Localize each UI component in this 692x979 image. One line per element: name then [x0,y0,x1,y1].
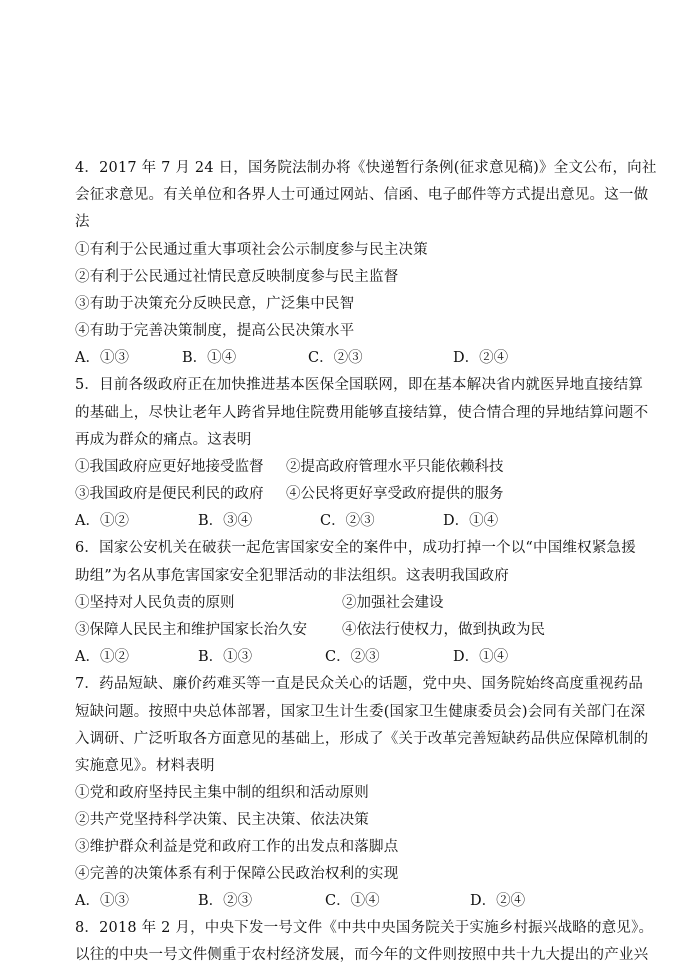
question-6-stem-line-1: 6．国家公安机关在破获一起危害国家安全的案件中，成功打掉一个以“中国维权紧急援 [75,540,636,556]
question-6-item-3: ③保障人民民主和维护国家长治久安 [75,622,307,638]
question-5-option-d: D．①④ [443,513,499,529]
question-5-option-a: A．①② [75,513,129,529]
question-4-option-d: D．②④ [453,350,509,366]
question-6-item-1: ①坚持对人民负责的原则 [75,595,235,611]
question-7-stem-line-4: 实施意见》。材料表明 [75,758,215,774]
question-5-stem-line-3: 再成为群众的痛点。这表明 [75,432,252,448]
question-7-option-c: C．①④ [325,893,380,909]
question-7-option-b: B．②③ [198,893,253,909]
question-7-stem-line-3: 入调研、广泛听取各方面意见的基础上，形成了《关于改革完善短缺药品供应保障机制的 [75,731,649,747]
question-7-item-1: ①党和政府坚持民主集中制的组织和活动原则 [75,785,369,801]
question-5-option-c: C．②③ [320,513,375,529]
question-5-item-2: ②提高政府管理水平只能依赖科技 [286,459,504,475]
question-4-item-2: ②有利于公民通过社情民意反映制度参与民主监督 [75,269,399,285]
question-6-option-a: A．①② [75,649,129,665]
question-5-stem-line-1: 5．目前各级政府正在加快推进基本医保全国联网，即在基本解决省内就医异地直接结算 [75,377,644,393]
question-5-item-3: ③我国政府是便民利民的政府 [75,486,264,502]
question-6-option-b: B．①③ [198,649,253,665]
question-5-option-b: B．③④ [198,513,253,529]
question-5-item-1: ①我国政府应更好地接受监督 [75,459,264,475]
question-7-stem-line-1: 7．药品短缺、廉价药难买等一直是民众关心的话题，党中央、国务院始终高度重视药品 [75,676,644,692]
question-6-item-4: ④依法行使权力，做到执政为民 [342,622,545,638]
question-6-option-c: C．②③ [325,649,380,665]
question-6-stem-line-2: 助组”为名从事危害国家安全犯罪活动的非法组织。这表明我国政府 [75,568,509,584]
question-7-stem-line-2: 短缺问题。按照中央总体部署，国家卫生计生委(国家卫生健康委员会)会同有关部门在深 [75,704,646,720]
question-4-option-c: C．②③ [308,350,363,366]
question-8-stem-line-1: 8．2018 年 2 月，中央下发一号文件《中共中央国务院关于实施乡村振兴战略的意见》。 [75,920,654,936]
question-5-item-4: ④公民将更好享受政府提供的服务 [286,486,504,502]
question-5-stem-line-2: 的基础上，尽快让老年人跨省异地住院费用能够直接结算，使合情合理的异地结算问题不 [75,405,649,421]
question-6-item-2: ②加强社会建设 [342,595,444,611]
question-4-option-b: B．①④ [182,350,237,366]
question-7-option-a: A．①③ [75,893,129,909]
question-7-item-2: ②共产党坚持科学决策、民主决策、依法决策 [75,812,369,828]
question-4-stem-line-1: 4．2017 年 7 月 24 日，国务院法制办将《快递暂行条例(征求意见稿)》全文公布，向社 [75,160,657,176]
question-4-item-1: ①有利于公民通过重大事项社会公示制度参与民主决策 [75,242,428,258]
question-4-stem-line-2: 会征求意见。有关单位和各界人士可通过网站、信函、电子邮件等方式提出意见。这一做 [75,187,649,203]
question-8-stem-line-2: 以往的中央一号文件侧重于农村经济发展，而今年的文件则按照中共十九大提出的产业兴 [75,947,649,963]
question-7-option-d: D．②④ [470,893,526,909]
question-7-item-4: ④完善的决策体系有利于保障公民政治权利的实现 [75,866,399,882]
question-4-item-3: ③有助于决策充分反映民意，广泛集中民智 [75,296,355,312]
question-4-item-4: ④有助于完善决策制度，提高公民决策水平 [75,323,355,339]
question-7-item-3: ③维护群众利益是党和政府工作的出发点和落脚点 [75,839,399,855]
question-4-option-a: A．①③ [75,350,129,366]
question-4-stem-line-3: 法 [75,214,90,230]
question-6-option-d: D．①④ [453,649,509,665]
